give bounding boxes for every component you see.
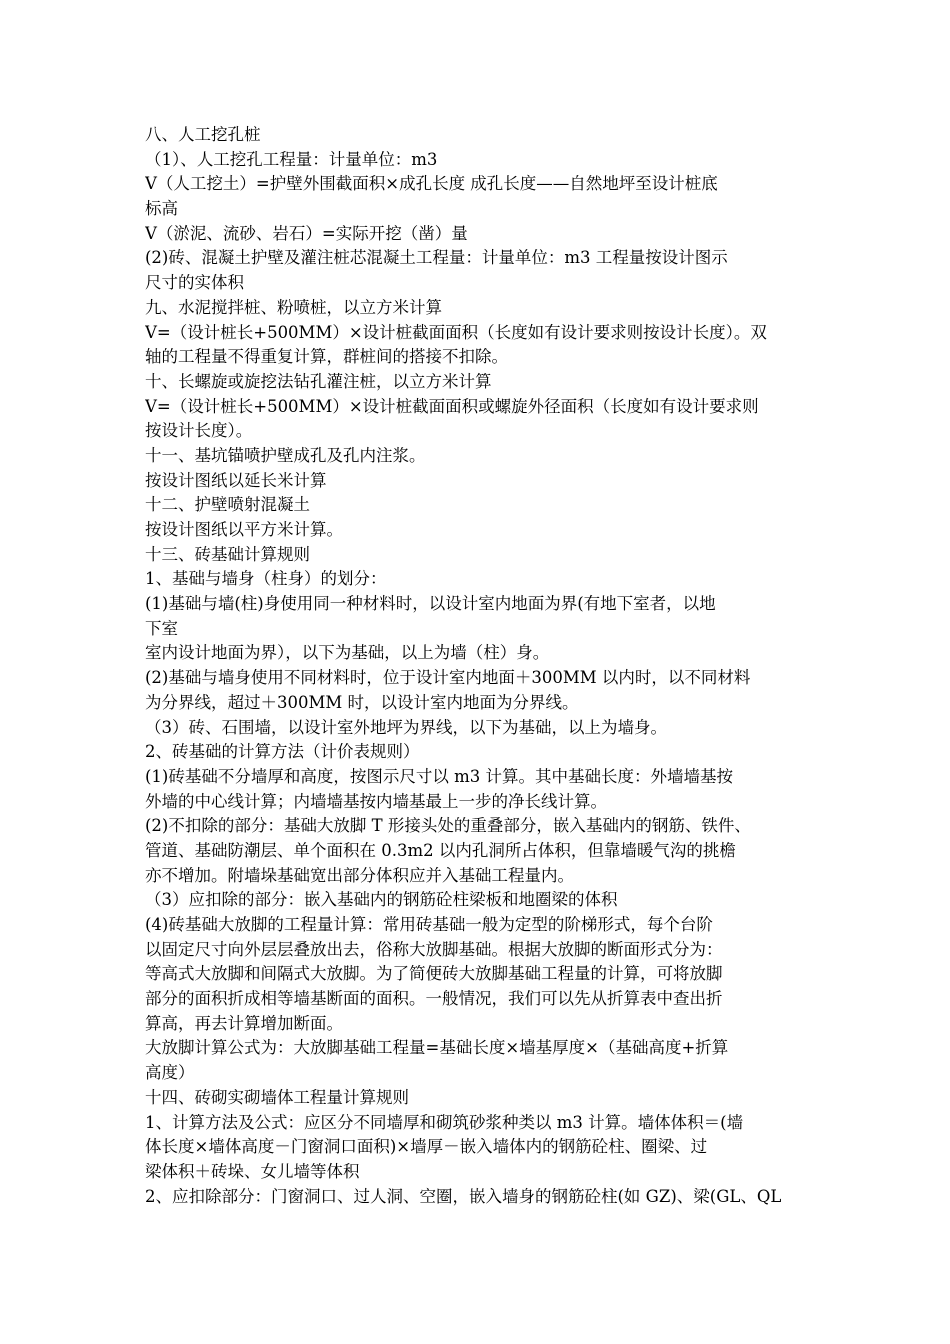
text-line: 标高: [145, 199, 178, 219]
text-line: (1)基础与墙(柱)身使用同一种材料时，以设计室内地面为界(有地下室者，以地: [145, 594, 716, 614]
text-line: 下室: [145, 618, 178, 638]
text-line: 八、人工挖孔桩: [145, 125, 261, 144]
text-line: 十三、砖基础计算规则: [145, 544, 310, 564]
text-line: 十二、护壁喷射混凝土: [145, 495, 310, 515]
text-line: (2)砖、混凝土护壁及灌注桩芯混凝土工程量：计量单位：m3 工程量按设计图示: [145, 248, 728, 268]
text-line: 十四、砖砌实砌墙体工程量计算规则: [145, 1087, 409, 1107]
text-line: V（淤泥、流砂、岩石）=实际开挖（凿）量: [145, 223, 468, 243]
text-line: (1)砖基础不分墙厚和高度，按图示尺寸以 m3 计算。其中基础长度：外墙墙基按: [145, 766, 734, 786]
text-line: V（人工挖土）=护壁外围截面积×成孔长度 成孔长度——自然地坪至设计桩底: [145, 174, 718, 194]
text-line: (4)砖基础大放脚的工程量计算：常用砖基础一般为定型的阶梯形式，每个台阶: [145, 915, 713, 934]
text-line: 按设计图纸以平方米计算。: [145, 520, 343, 539]
text-line: 以固定尺寸向外层层叠放出去，俗称大放脚基础。根据大放脚的断面形式分为：: [145, 939, 723, 959]
text-line: （3）砖、石围墙，以设计室外地坪为界线，以下为基础，以上为墙身。: [145, 717, 667, 737]
text-line: 亦不增加。附墙垛基础宽出部分体积应并入基础工程量内。: [145, 865, 574, 885]
text-line: V=（设计桩长+500MM）×设计桩截面面积或螺旋外径面积（长度如有设计要求则: [145, 396, 759, 416]
text-line: (2)不扣除的部分：基础大放脚 T 形接头处的重叠部分，嵌入基础内的钢筋、铁件、: [145, 816, 751, 836]
text-line: 管道、基础防潮层、单个面积在 0.3m2 以内孔洞所占体积，但靠墙暖气沟的挑檐: [145, 840, 736, 860]
document-body: [145, 123, 815, 1209]
text-line: （3）应扣除的部分：嵌入基础内的钢筋砼柱梁板和地圈梁的体积: [145, 890, 618, 910]
text-line: 十、长螺旋或旋挖法钻孔灌注桩，以立方米计算: [145, 371, 492, 391]
text-line: 算高，再去计算增加断面。: [145, 1013, 343, 1033]
text-line: 按设计长度）。: [145, 421, 253, 441]
text-line: 尺寸的实体积: [145, 273, 244, 293]
text-line: 2、砖基础的计算方法（计价表规则）: [145, 742, 420, 762]
text-line: 1、计算方法及公式：应区分不同墙厚和砌筑砂浆种类以 m3 计算。墙体体积＝(墙: [145, 1112, 744, 1132]
text-line: 大放脚计算公式为：大放脚基础工程量=基础长度×墙基厚度×（基础高度+折算: [145, 1038, 729, 1058]
text-line: 梁体积＋砖垛、女儿墙等体积: [145, 1161, 360, 1181]
text-line: 室内设计地面为界），以下为基础，以上为墙（柱）身。: [145, 643, 550, 663]
text-line: 1、基础与墙身（柱身）的划分：: [145, 569, 387, 589]
text-line: 九、水泥搅拌桩、粉喷桩，以立方米计算: [145, 297, 442, 317]
text-line: 等高式大放脚和间隔式大放脚。为了简便砖大放脚基础工程量的计算，可将放脚: [145, 964, 723, 984]
text-line: (2)基础与墙身使用不同材料时，位于设计室内地面＋300MM 以内时，以不同材料: [145, 668, 751, 688]
text-line: 轴的工程量不得重复计算，群桩间的搭接不扣除。: [145, 347, 508, 367]
text-line: V=（设计桩长+500MM）×设计桩截面面积（长度如有设计要求则按设计长度）。双: [145, 322, 767, 342]
text-line: 高度）: [145, 1063, 195, 1083]
text-line: 十一、基坑锚喷护壁成孔及孔内注浆。: [145, 445, 426, 465]
text-line: 按设计图纸以延长米计算: [145, 470, 327, 490]
text-line: 2、应扣除部分：门窗洞口、过人洞、空圈，嵌入墙身的钢筋砼柱(如 GZ)、梁(GL、QL: [145, 1186, 782, 1206]
text-line: （1）、人工挖孔工程量：计量单位：m3: [145, 149, 438, 169]
text-line: 体长度×墙体高度－门窗洞口面积)×墙厚－嵌入墙体内的钢筋砼柱、圈梁、过: [145, 1137, 708, 1157]
text-line: 部分的面积折成相等墙基断面的面积。一般情况，我们可以先从折算表中查出折: [145, 989, 723, 1009]
text-line: 外墙的中心线计算；内墙墙基按内墙基最上一步的净长线计算。: [145, 791, 607, 811]
text-line: 为分界线，超过＋300MM 时，以设计室内地面为分界线。: [145, 692, 579, 712]
